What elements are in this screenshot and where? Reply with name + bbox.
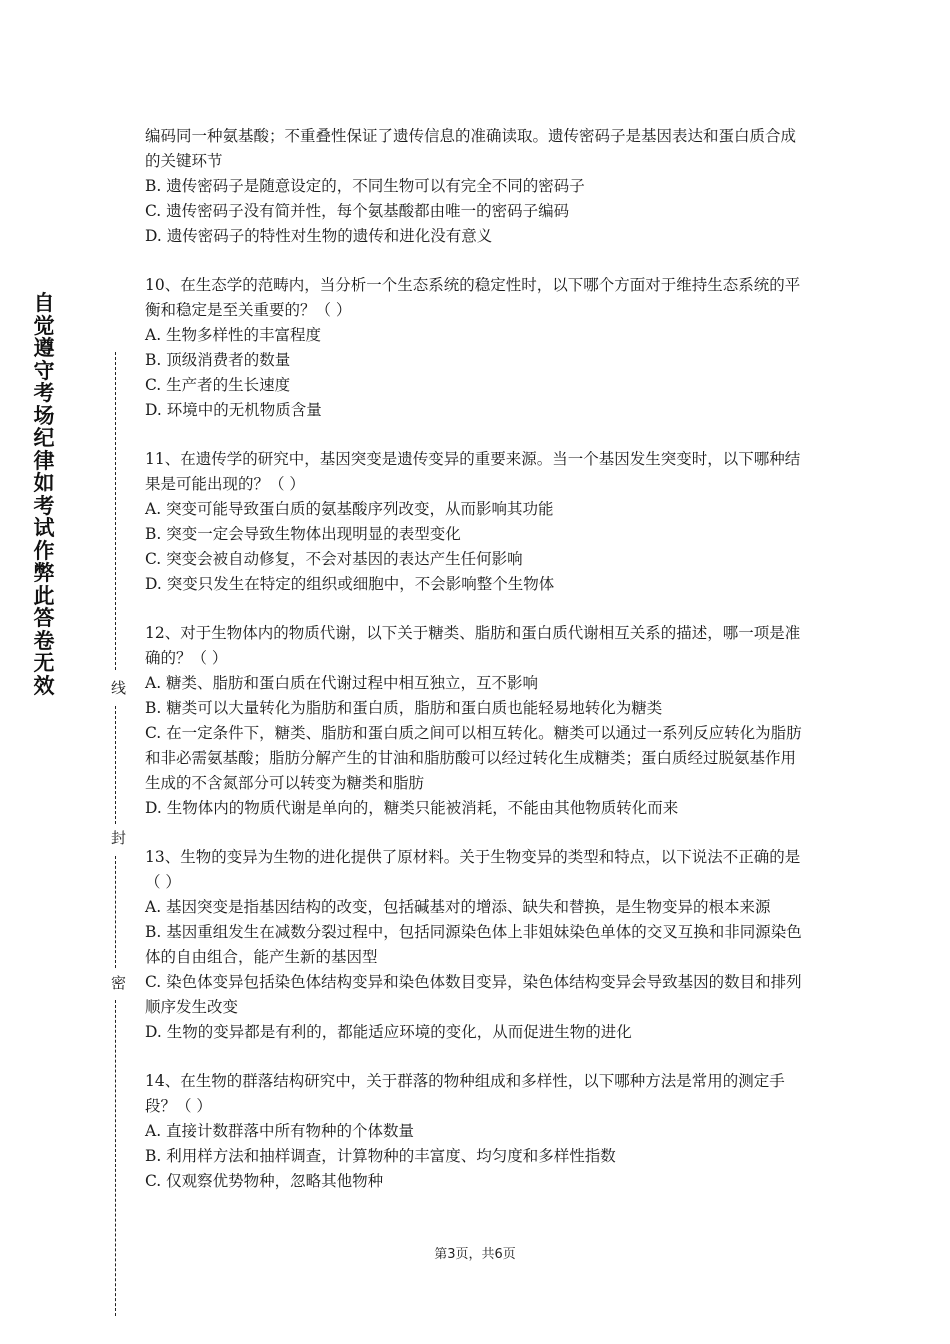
option: C. 生产者的生长速度 [145, 376, 291, 394]
option: D. 环境中的无机物质含量 [145, 401, 322, 419]
continued-question [145, 124, 810, 249]
binding-dashed-line [115, 706, 116, 824]
question-stem: 10、在生态学的范畴内，当分析一个生态系统的稳定性时，以下哪个方面对于维持生态系统的平衡和稳定是至关重要的？（ ） [145, 276, 801, 319]
option: A. 突变可能导致蛋白质的氨基酸序列改变，从而影响其功能 [145, 500, 554, 518]
question-stem: 13、生物的变异为生物的进化提供了原材料。关于生物变异的类型和特点，以下说法不正确的是（ ） [145, 848, 801, 891]
option: A. 直接计数群落中所有物种的个体数量 [145, 1122, 415, 1140]
option: B. 基因重组发生在减数分裂过程中，包括同源染色体上非姐妹染色单体的交叉互换和非同源染色体的自由组合，能产生新的基因型 [145, 923, 802, 966]
exam-discipline-notice: 自觉遵守考场纪律如考试作弊此答卷无效 [33, 291, 55, 698]
option: A. 生物多样性的丰富程度 [145, 326, 322, 344]
question-13 [145, 845, 810, 1045]
question-stem: 14、在生物的群落结构研究中，关于群落的物种组成和多样性，以下哪种方法是常用的测定手段？（ ） [145, 1072, 785, 1115]
question-14 [145, 1069, 810, 1194]
option: B. 糖类可以大量转化为脂肪和蛋白质，脂肪和蛋白质也能轻易地转化为糖类 [145, 699, 663, 717]
option: D. 生物的变异都是有利的，都能适应环境的变化，从而促进生物的进化 [145, 1023, 632, 1041]
binding-dashed-line [115, 1000, 116, 1316]
option: B. 突变一定会导致生物体出现明显的表型变化 [145, 525, 461, 543]
binding-word-line: 线 [109, 680, 127, 695]
option: C. 突变会被自动修复，不会对基因的表达产生任何影响 [145, 550, 523, 568]
exam-content [145, 124, 810, 1194]
binding-dashed-line [115, 352, 116, 670]
option: D. 生物体内的物质代谢是单向的，糖类只能被消耗，不能由其他物质转化而来 [145, 799, 679, 817]
question-12 [145, 621, 810, 821]
option: C. 仅观察优势物种，忽略其他物种 [145, 1172, 384, 1190]
option: C. 在一定条件下，糖类、脂肪和蛋白质之间可以相互转化。糖类可以通过一系列反应转化为脂肪和非必需氨基酸；脂肪分解产生的甘油和脂肪酸可以经过转化生成糖类；蛋白质经过脱氨基作用生成的不含氮部分可以转变为糖类和脂肪 [145, 724, 802, 792]
option: A. 基因突变是指基因结构的改变，包括碱基对的增添、缺失和替换，是生物变异的根本来源 [145, 898, 771, 916]
option: B. 顶级消费者的数量 [145, 351, 291, 369]
continued-text: 编码同一种氨基酸；不重叠性保证了遗传信息的准确读取。遗传密码子是基因表达和蛋白质合成的关键环节 [145, 127, 797, 170]
option: B. 遗传密码子是随意设定的，不同生物可以有完全不同的密码子 [145, 177, 585, 195]
option: C. 遗传密码子没有简并性，每个氨基酸都由唯一的密码子编码 [145, 202, 570, 220]
page-number: 第3页，共6页 [434, 1247, 516, 1262]
option: D. 遗传密码子的特性对生物的遗传和进化没有意义 [145, 227, 493, 245]
binding-word-secret: 密 [109, 975, 127, 990]
binding-dashed-line [115, 856, 116, 968]
option: D. 突变只发生在特定的组织或细胞中，不会影响整个生物体 [145, 575, 555, 593]
question-11 [145, 447, 810, 597]
question-stem: 12、对于生物体内的物质代谢，以下关于糖类、脂肪和蛋白质代谢相互关系的描述，哪一项是准确的？（ ） [145, 624, 801, 667]
option: C. 染色体变异包括染色体结构变异和染色体数目变异，染色体结构变异会导致基因的数目和排列顺序发生改变 [145, 973, 802, 1016]
question-stem: 11、在遗传学的研究中，基因突变是遗传变异的重要来源。当一个基因发生突变时，以下哪种结果是可能出现的？（ ） [145, 450, 801, 493]
option: A. 糖类、脂肪和蛋白质在代谢过程中相互独立，互不影响 [145, 674, 539, 692]
question-10 [145, 273, 810, 423]
binding-word-seal: 封 [109, 830, 127, 845]
option: B. 利用样方法和抽样调查，计算物种的丰富度、均匀度和多样性指数 [145, 1147, 616, 1165]
